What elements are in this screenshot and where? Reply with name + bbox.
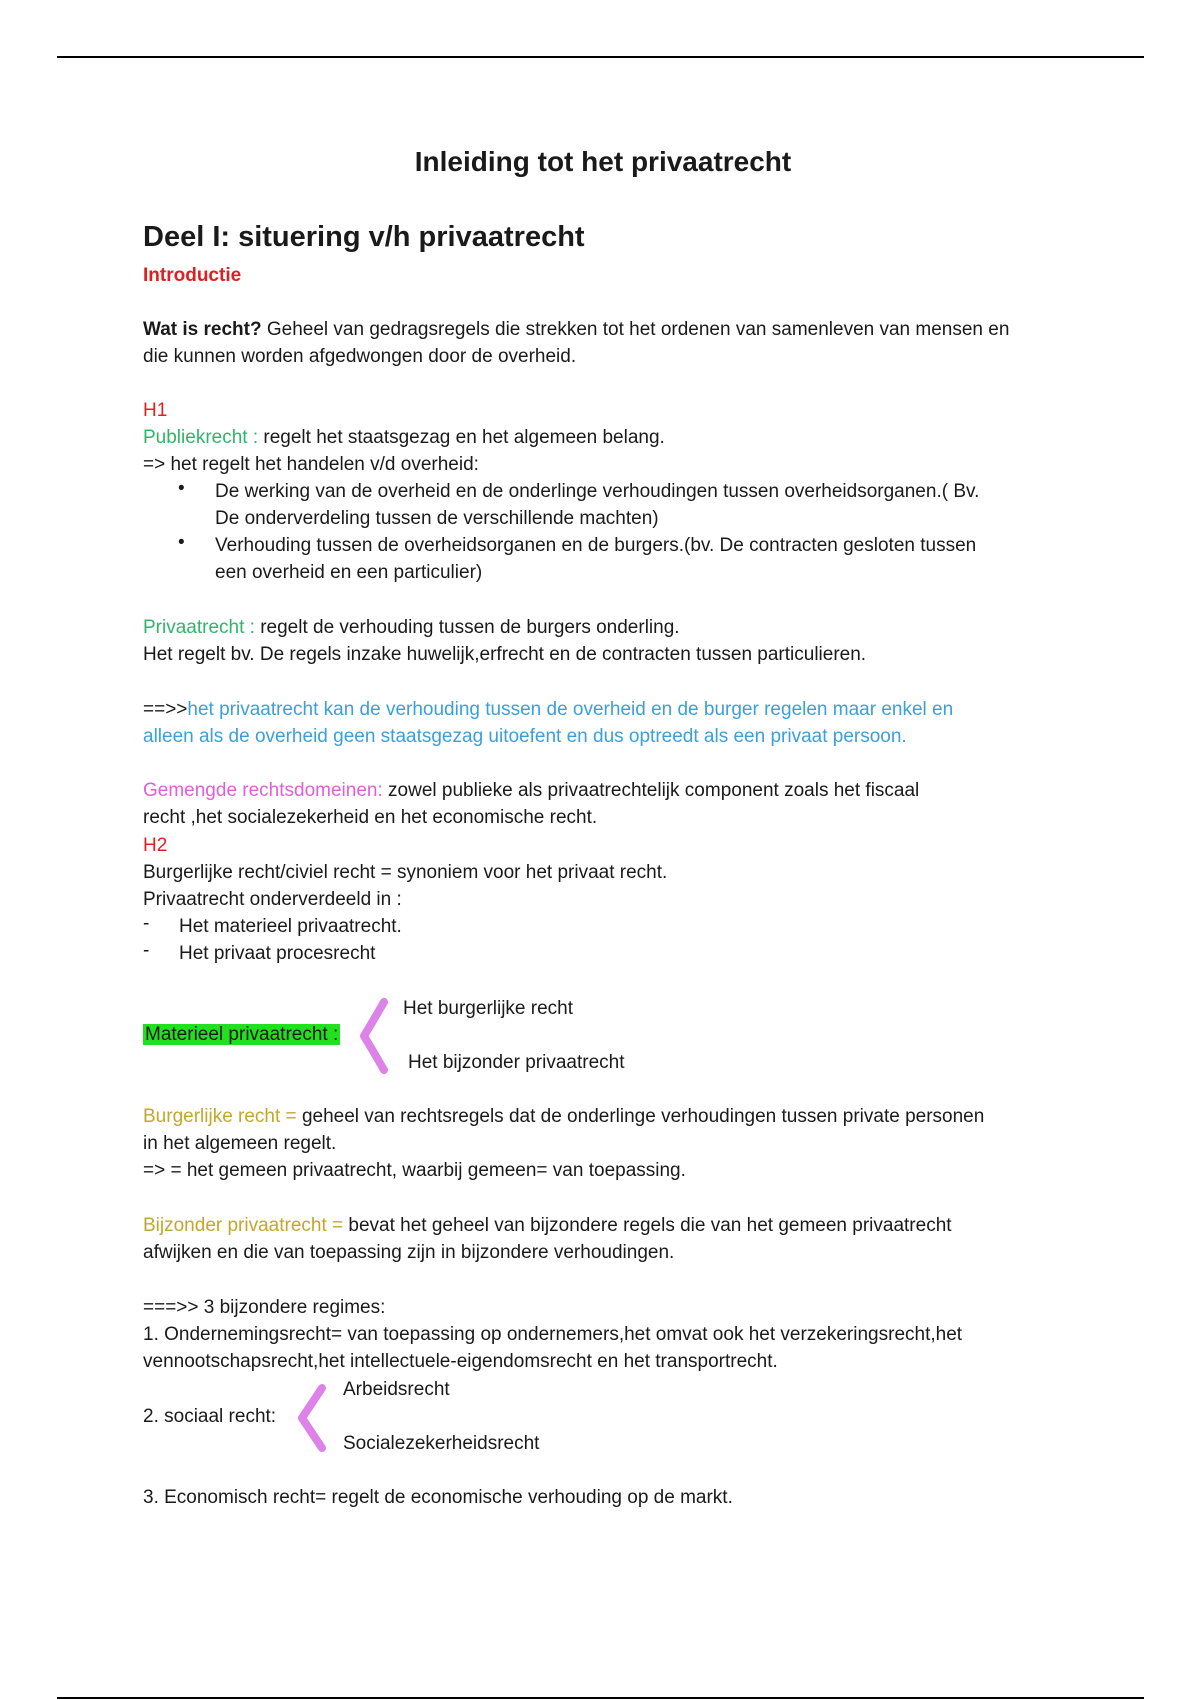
regimes-intro: ===>> 3 bijzondere regimes: [143,1297,386,1318]
regime-2-branch-social-security: Socialezekerheidsrecht [343,1433,540,1454]
bullet-2-line1: Verhouding tussen de overheidsorganen en de burgers.(bv. De contracten gesloten tussen [215,535,977,556]
material-branch-special: Het bijzonder privaatrecht [408,1052,625,1073]
private-law-example: Het regelt bv. De regels inzake huwelijk,erfrecht en de contracten tussen particulieren. [143,644,867,665]
h1-label: H1 [143,400,168,421]
header-rule [57,56,1144,58]
private-law-line [143,614,680,641]
regime-2-label: 2. sociaal recht: [143,1406,277,1427]
special-law-line2: afwijken en die van toepassing zijn in bijzondere verhoudingen. [143,1242,675,1263]
material-law-label [143,1021,340,1048]
public-law-note: => het regelt het handelen v/d overheid: [143,454,479,475]
arrow-note-text: het privaatrecht kan de verhouding tussen de overheid en de burger regelen maar enkel en [187,699,954,720]
regime-1-line1: 1. Ondernemingsrecht= van toepassing op ondernemers,het omvat ook het verzekeringsrecht,het [143,1324,963,1345]
civil-law-line2: in het algemeen regelt. [143,1133,337,1154]
private-law-term: Privaatrecht : [143,617,255,638]
what-is-law-term: Wat is recht? [143,319,262,340]
what-is-law-line2: die kunnen worden afgedwongen door de overheid. [143,346,577,367]
mixed-domains-line2: recht ,het socialezekerheid en het economische recht. [143,807,598,828]
what-is-law-definition: Geheel van gedragsregels die strekken tot het ordenen van samenleven van mensen en [261,319,1010,340]
bullet-2-line2: een overheid en een particulier) [215,562,483,583]
private-law-divided: Privaatrecht onderverdeeld in : [143,889,402,910]
brace-icon [294,1384,328,1452]
material-branch-civil: Het burgerlijke recht [403,998,574,1019]
civil-synonym: Burgerlijke recht/civiel recht = synoniem voor het privaat recht. [143,862,668,883]
bullet-marker: • [178,532,185,553]
what-is-law-line1 [143,316,1009,343]
arrow-note-line2: alleen als de overheid geen staatsgezag uitoefent en dus optreedt als een privaat persoon. [143,726,907,747]
arrow-prefix: ==>> [143,699,188,720]
regime-1-line2: vennootschapsrecht,het intellectuele-eigendomsrecht en het transportrecht. [143,1351,778,1372]
civil-law-definition: geheel van rechtsregels dat de onderlinge verhoudingen tussen private personen [301,1106,985,1127]
dash-item-procedural: Het privaat procesrecht [179,943,376,964]
regime-3: 3. Economisch recht= regelt de economische verhouding op de markt. [143,1487,733,1508]
special-law-line1 [143,1212,952,1239]
part-heading: Deel I: situering v/h privaatrecht [143,221,585,253]
public-law-definition: regelt het staatsgezag en het algemeen belang. [258,427,665,448]
mixed-domains-term: Gemengde rechtsdomeinen: [143,780,383,801]
public-law-term: Publiekrecht : [143,427,259,448]
material-law-highlight: Materieel privaatrecht : [145,1024,339,1045]
page-title: Inleiding tot het privaatrecht [414,146,792,177]
bullet-1-line1: De werking van de overheid en de onderlinge verhoudingen tussen overheidsorganen.( Bv. [215,481,980,502]
regime-2-branch-labour: Arbeidsrecht [343,1379,450,1400]
dash-item-material: Het materieel privaatrecht. [179,916,402,937]
mixed-domains-line1 [143,777,919,804]
bullet-1-line2: De onderverdeling tussen de verschillende machten) [215,508,659,529]
dash-marker: - [143,913,150,934]
public-law-line [143,424,665,451]
introduction-label: Introductie [143,265,242,286]
private-law-definition: regelt de verhouding tussen de burgers onderling. [254,617,680,638]
dash-marker: - [143,940,150,961]
civil-law-note: => = het gemeen privaatrecht, waarbij gemeen= van toepassing. [143,1160,686,1181]
civil-law-line1 [143,1103,984,1130]
brace-icon [356,998,390,1074]
footer-rule [57,1697,1144,1699]
mixed-domains-definition: zowel publieke als privaatrechtelijk component zoals het fiscaal [382,780,920,801]
special-law-definition: bevat het geheel van bijzondere regels die van het gemeen privaatrecht [343,1215,952,1236]
bullet-marker: • [178,478,185,499]
special-law-term: Bijzonder privaatrecht = [143,1215,344,1236]
arrow-note-line1 [143,696,953,723]
civil-law-term: Burgerlijke recht = [143,1106,302,1127]
h2-label: H2 [143,835,168,856]
